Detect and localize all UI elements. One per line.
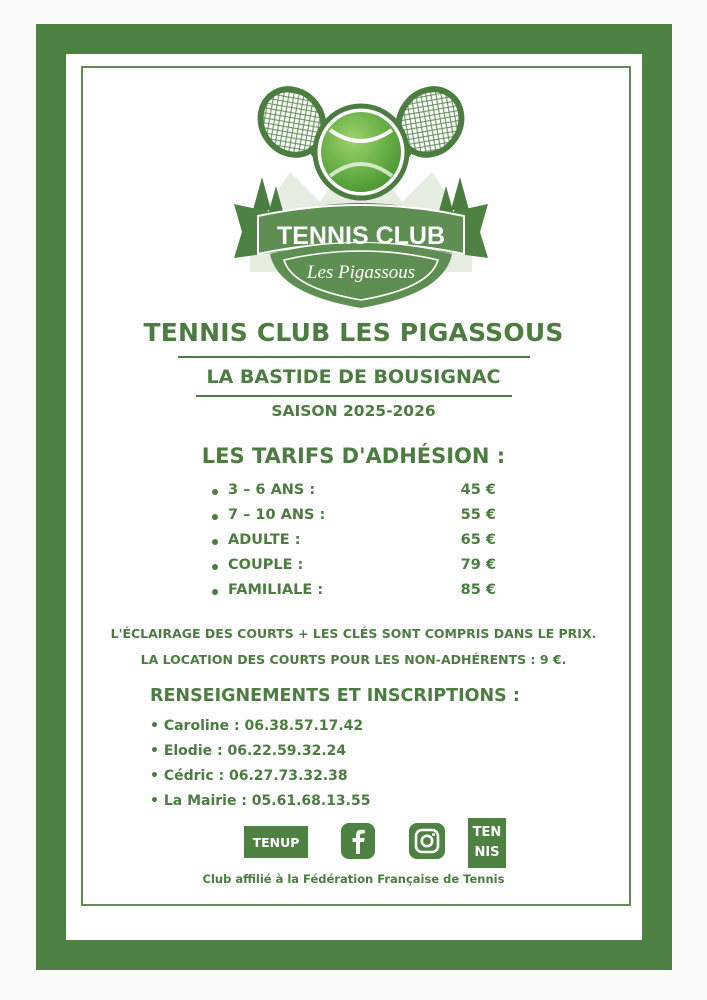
season-label: SAISON 2025-2026 [271,402,436,420]
price-value: 65 € [460,532,496,548]
tennis-badge-line2: NIS [474,845,500,860]
contact-item: • Cédric : 06.27.73.32.38 [150,768,348,784]
price-value: 85 € [460,582,496,598]
price-label: 7 – 10 ANS : [228,507,326,523]
bullet-icon [212,589,218,595]
fft-tennis-logo [468,818,506,868]
tenup-logo: TENUP [244,826,308,858]
price-row [212,532,502,556]
divider-top [178,356,530,358]
tarifs-heading: LES TARIFS D'ADHÉSION : [201,444,506,468]
logo-line2: Les Pigassous [306,262,416,283]
price-row [212,557,502,581]
contact-item: • La Mairie : 05.61.68.13.55 [150,793,371,809]
contacts-heading: RENSEIGNEMENTS ET INSCRIPTIONS : [150,686,520,706]
bullet-icon [212,539,218,545]
price-value: 79 € [460,557,496,573]
price-row [212,507,502,531]
bullet-icon [212,489,218,495]
contact-item: • Elodie : 06.22.59.32.24 [150,743,347,759]
subtitle: LA BASTIDE DE BOUSIGNAC [206,366,501,388]
price-label: ADULTE : [228,532,301,548]
facebook-icon [340,822,376,860]
note-rental: LA LOCATION DES COURTS POUR LES NON-ADHÉRENTS : 9 €. [140,652,567,667]
instagram-icon [408,822,446,860]
price-label: COUPLE : [228,557,304,573]
price-row [212,582,502,606]
logo-line1: TENNIS CLUB [276,222,446,250]
page-title: TENNIS CLUB LES PIGASSOUS [143,318,564,347]
contact-item: • Caroline : 06.38.57.17.42 [150,718,364,734]
tennis-ball-icon [315,106,407,198]
divider-bottom [196,395,512,397]
price-label: 3 – 6 ANS : [228,482,316,498]
tennis-badge-line1: TEN [472,825,502,840]
club-logo [230,82,492,312]
price-value: 55 € [460,507,496,523]
price-row [212,482,502,506]
bullet-icon [212,564,218,570]
price-value: 45 € [460,482,496,498]
bullet-icon [212,514,218,520]
note-lighting: L'ÉCLAIRAGE DES COURTS + LES CLÉS SONT COMPRIS DANS LE PRIX. [110,626,597,641]
price-label: FAMILIALE : [228,582,324,598]
footer-affiliation: Club affilié à la Fédération Française de Tennis [202,872,505,886]
